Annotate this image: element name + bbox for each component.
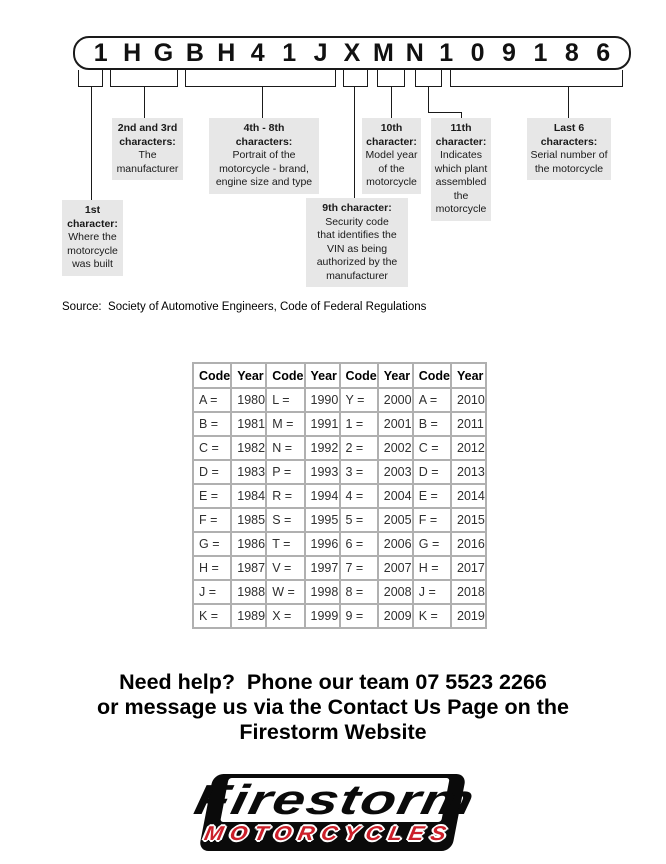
table-header-cell: Year xyxy=(451,363,486,388)
table-cell: L = xyxy=(266,388,304,412)
table-cell: 2006 xyxy=(378,532,413,556)
table-cell: 4 = xyxy=(340,484,378,508)
table-cell: K = xyxy=(413,604,451,628)
table-cell: 2002 xyxy=(378,436,413,460)
table-cell: 2003 xyxy=(378,460,413,484)
table-header-cell: Year xyxy=(378,363,413,388)
vin-character: M xyxy=(372,39,394,67)
table-header-cell: Code xyxy=(266,363,304,388)
table-cell: 2008 xyxy=(378,580,413,604)
callout-line: which plant xyxy=(434,162,488,175)
connector-chars-4-8 xyxy=(262,87,263,118)
callout-9th-character xyxy=(306,198,408,287)
table-cell: J = xyxy=(193,580,231,604)
table-cell: 2009 xyxy=(378,604,413,628)
table-row xyxy=(193,436,486,460)
callout-line: authorized by the xyxy=(316,256,398,268)
table-cell: 1984 xyxy=(231,484,266,508)
table-cell: D = xyxy=(193,460,231,484)
help-text-line: or message us via the Contact Us Page on the xyxy=(97,695,569,719)
table-cell: 1987 xyxy=(231,556,266,580)
table-cell: 2004 xyxy=(378,484,413,508)
table-cell: 2001 xyxy=(378,412,413,436)
callout-line: motorcycle xyxy=(67,244,118,257)
bracket-char-11 xyxy=(415,70,442,87)
table-cell: S = xyxy=(266,508,304,532)
table-cell: 2013 xyxy=(451,460,486,484)
callout-line: character: xyxy=(366,135,417,148)
table-cell: 2007 xyxy=(378,556,413,580)
table-cell: E = xyxy=(193,484,231,508)
callout-line: manufacturer xyxy=(326,269,388,282)
callout-line: characters: xyxy=(540,135,598,148)
table-cell: K = xyxy=(193,604,231,628)
table-cell: D = xyxy=(413,460,451,484)
connector-char-10 xyxy=(391,87,392,118)
vin-plate xyxy=(73,36,631,70)
callout-line: The xyxy=(138,149,157,161)
bracket-char-10 xyxy=(377,70,405,87)
table-cell: W = xyxy=(266,580,304,604)
connector-char-11-down xyxy=(428,87,429,113)
vin-character: J xyxy=(313,39,328,67)
year-code-table xyxy=(192,362,487,629)
logo-wrap xyxy=(0,774,666,851)
vin-character: 6 xyxy=(596,39,611,67)
table-cell: 2012 xyxy=(451,436,486,460)
table-cell: 1988 xyxy=(231,580,266,604)
table-cell: G = xyxy=(193,532,231,556)
callout-11th-character xyxy=(431,118,491,221)
year-code-table-wrap xyxy=(192,362,487,629)
table-cell: H = xyxy=(413,556,451,580)
table-cell: H = xyxy=(193,556,231,580)
callout-line: manufacturer xyxy=(116,162,179,175)
callout-line: characters: xyxy=(119,135,176,148)
callout-2nd-3rd-characters xyxy=(112,118,183,180)
callout-line: Model year xyxy=(365,149,418,161)
bracket-chars-4-8 xyxy=(185,70,336,87)
callout-line: Last 6 xyxy=(553,122,585,134)
connector-char-1 xyxy=(91,87,92,200)
table-header-cell: Code xyxy=(413,363,451,388)
callout-last-6-characters xyxy=(527,118,611,180)
callout-line: VIN as being xyxy=(326,242,388,255)
callout-line: Security code xyxy=(325,215,389,228)
table-cell: 1993 xyxy=(305,460,340,484)
callout-line: motorcycle xyxy=(435,203,487,215)
table-cell: B = xyxy=(413,412,451,436)
table-row xyxy=(193,556,486,580)
bracket-char-9 xyxy=(343,70,368,87)
callout-line: motorcycle xyxy=(366,176,417,188)
table-row xyxy=(193,484,486,508)
table-cell: J = xyxy=(413,580,451,604)
callout-4th-8th-characters xyxy=(209,118,319,194)
vin-character: 1 xyxy=(282,39,297,67)
table-cell: G = xyxy=(413,532,451,556)
table-cell: 1985 xyxy=(231,508,266,532)
bracket-last-6 xyxy=(450,70,623,87)
callout-line: 11th xyxy=(450,122,472,134)
table-cell: 2 = xyxy=(340,436,378,460)
table-cell: 8 = xyxy=(340,580,378,604)
table-cell: R = xyxy=(266,484,304,508)
callout-line: 10th xyxy=(380,122,403,134)
table-cell: C = xyxy=(193,436,231,460)
table-cell: P = xyxy=(266,460,304,484)
table-header-cell: Year xyxy=(305,363,340,388)
callout-line: Portrait of the xyxy=(232,149,296,161)
help-text-line: Firestorm Website xyxy=(239,720,427,744)
table-cell: A = xyxy=(413,388,451,412)
table-row xyxy=(193,580,486,604)
vin-character: 1 xyxy=(533,39,548,67)
table-header-cell: Code xyxy=(340,363,378,388)
callout-line: assembled xyxy=(435,176,487,188)
table-cell: 2016 xyxy=(451,532,486,556)
table-row xyxy=(193,412,486,436)
table-cell: C = xyxy=(413,436,451,460)
vin-character: 1 xyxy=(93,39,108,67)
table-cell: 2011 xyxy=(451,412,486,436)
vin-character: 4 xyxy=(250,39,265,67)
callout-line: 9th character: xyxy=(322,202,392,214)
table-cell: A = xyxy=(193,388,231,412)
connector-char-9 xyxy=(354,87,355,198)
vin-character: X xyxy=(343,39,361,67)
table-cell: E = xyxy=(413,484,451,508)
table-cell: F = xyxy=(193,508,231,532)
table-row xyxy=(193,388,486,412)
connector-chars-2-3 xyxy=(144,87,145,118)
table-cell: 1 = xyxy=(340,412,378,436)
table-row xyxy=(193,604,486,628)
table-cell: Y = xyxy=(340,388,378,412)
table-cell: 2010 xyxy=(451,388,486,412)
bracket-chars-2-3 xyxy=(110,70,178,87)
vin-character: 9 xyxy=(502,39,516,67)
vin-character: H xyxy=(123,39,142,67)
bracket-char-1 xyxy=(78,70,103,87)
vin-character: H xyxy=(217,39,236,67)
table-cell: 1980 xyxy=(231,388,266,412)
table-cell: T = xyxy=(266,532,304,556)
table-cell: 2005 xyxy=(378,508,413,532)
callout-line: 2nd and 3rd xyxy=(117,122,178,134)
callout-line: of the xyxy=(378,162,405,175)
table-cell: 1999 xyxy=(305,604,340,628)
table-header-cell: Year xyxy=(231,363,266,388)
table-cell: 9 = xyxy=(340,604,378,628)
callout-line: Where the xyxy=(68,231,117,243)
callout-line: Serial number of xyxy=(530,149,608,161)
logo-sub-text: MOTORCYCLES xyxy=(202,823,455,845)
callout-line: that identifies the xyxy=(317,229,397,241)
table-cell: 1997 xyxy=(305,556,340,580)
table-cell: 5 = xyxy=(340,508,378,532)
logo-sub-name xyxy=(202,823,455,845)
callout-line: engine size and type xyxy=(215,176,313,188)
table-cell: 1981 xyxy=(231,412,266,436)
logo-brand-text: Firestorm xyxy=(191,776,480,823)
source-note: Source: Society of Automotive Engineers, Code of Federal Regulations xyxy=(62,301,427,313)
callout-10th-character xyxy=(362,118,421,194)
table-cell: 2000 xyxy=(378,388,413,412)
table-cell: 7 = xyxy=(340,556,378,580)
table-cell: 1995 xyxy=(305,508,340,532)
help-text-line: Need help? Phone our team 07 5523 2266 xyxy=(119,670,547,694)
callout-line: characters: xyxy=(235,135,293,148)
vin-character: N xyxy=(405,39,424,67)
callout-1st-character xyxy=(62,200,123,276)
table-cell: V = xyxy=(266,556,304,580)
callout-line: motorcycle - brand, xyxy=(219,162,309,175)
table-cell: 2015 xyxy=(451,508,486,532)
vin-character: 8 xyxy=(564,39,579,67)
connector-char-11-across xyxy=(428,112,462,113)
table-cell: 1998 xyxy=(305,580,340,604)
vin-character: G xyxy=(153,39,174,67)
table-cell: 1983 xyxy=(231,460,266,484)
table-header-cell: Code xyxy=(193,363,231,388)
vin-character: 1 xyxy=(439,39,454,67)
vin-character: B xyxy=(185,39,204,67)
table-cell: 2014 xyxy=(451,484,486,508)
table-header-row xyxy=(193,363,486,388)
table-cell: 6 = xyxy=(340,532,378,556)
logo-brand-name xyxy=(191,776,480,823)
help-text xyxy=(0,670,666,745)
table-cell: 2019 xyxy=(451,604,486,628)
table-cell: N = xyxy=(266,436,304,460)
vin-character: 0 xyxy=(470,39,485,67)
table-cell: 1996 xyxy=(305,532,340,556)
table-cell: 1992 xyxy=(305,436,340,460)
table-row xyxy=(193,508,486,532)
table-cell: M = xyxy=(266,412,304,436)
table-row xyxy=(193,532,486,556)
callout-line: 1st xyxy=(84,204,101,216)
table-row xyxy=(193,460,486,484)
callout-line: 4th - 8th xyxy=(243,122,285,134)
callout-line: was built xyxy=(72,258,113,270)
table-cell: 1991 xyxy=(305,412,340,436)
table-cell: 1990 xyxy=(305,388,340,412)
callout-line: Indicates xyxy=(439,149,483,161)
callout-line: character: xyxy=(435,135,487,148)
table-cell: 3 = xyxy=(340,460,378,484)
table-cell: 2017 xyxy=(451,556,486,580)
table-cell: 1986 xyxy=(231,532,266,556)
callout-line: character: xyxy=(67,217,118,230)
table-cell: 2018 xyxy=(451,580,486,604)
table-cell: 1994 xyxy=(305,484,340,508)
table-cell: F = xyxy=(413,508,451,532)
connector-last-6 xyxy=(568,87,569,118)
table-cell: 1989 xyxy=(231,604,266,628)
table-cell: 1982 xyxy=(231,436,266,460)
table-cell: X = xyxy=(266,604,304,628)
firestorm-logo xyxy=(191,774,480,851)
callout-line: the motorcycle xyxy=(534,162,604,175)
callout-line: the xyxy=(453,189,469,202)
table-cell: B = xyxy=(193,412,231,436)
